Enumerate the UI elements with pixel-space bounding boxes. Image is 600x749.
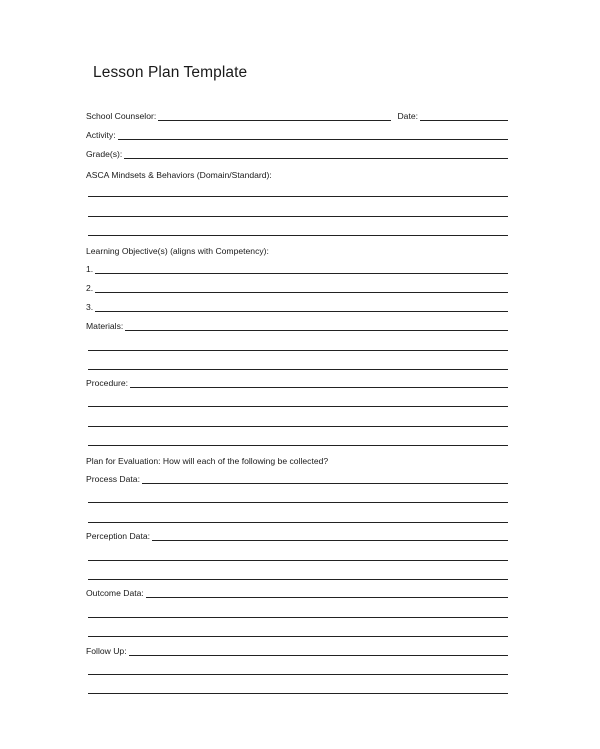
objective-1-label: 1. [86,264,94,274]
process-data-field[interactable] [142,483,508,484]
date-label: Date: [397,111,418,121]
perception-data-line-2[interactable] [88,560,508,561]
objective-3-label: 3. [86,302,94,312]
activity-row [86,128,508,142]
perception-data-field[interactable] [152,540,508,541]
objective-3-field[interactable] [95,311,508,312]
page-title: Lesson Plan Template [93,64,248,81]
asca-line-1[interactable] [88,196,508,197]
process-data-label: Process Data: [86,474,140,484]
grades-row [86,147,508,161]
follow-up-row [86,644,508,658]
outcome-data-field[interactable] [146,597,508,598]
learning-objectives-heading: Learning Objective(s) (aligns with Competency): [86,246,269,256]
objective-2-field[interactable] [95,292,508,293]
grades-label: Grade(s): [86,149,123,159]
procedure-field[interactable] [130,387,508,388]
materials-label: Materials: [86,321,124,331]
process-data-row [86,472,508,486]
follow-up-label: Follow Up: [86,646,127,656]
activity-label: Activity: [86,130,116,140]
process-data-line-3[interactable] [88,522,508,523]
outcome-data-row [86,586,508,600]
objective-1-row [86,262,508,276]
perception-data-line-3[interactable] [88,579,508,580]
objective-2-label: 2. [86,283,94,293]
school-counselor-label: School Counselor: [86,111,157,121]
follow-up-line-3[interactable] [88,693,508,694]
materials-line-3[interactable] [88,369,508,370]
objective-1-field[interactable] [95,273,508,274]
outcome-data-line-2[interactable] [88,617,508,618]
procedure-line-2[interactable] [88,406,508,407]
procedure-line-3[interactable] [88,426,508,427]
materials-row [86,319,508,333]
materials-line-2[interactable] [88,350,508,351]
plan-for-evaluation-heading: Plan for Evaluation: How will each of the following be collected? [86,456,329,466]
asca-line-3[interactable] [88,235,508,236]
asca-heading: ASCA Mindsets & Behaviors (Domain/Standard): [86,170,272,180]
follow-up-field[interactable] [129,655,508,656]
procedure-label: Procedure: [86,378,129,388]
asca-line-2[interactable] [88,216,508,217]
process-data-line-2[interactable] [88,502,508,503]
materials-field[interactable] [125,330,508,331]
procedure-row [86,376,508,390]
outcome-data-line-3[interactable] [88,636,508,637]
grades-field[interactable] [124,158,508,159]
outcome-data-label: Outcome Data: [86,588,144,598]
procedure-line-4[interactable] [88,445,508,446]
school-counselor-field[interactable] [158,120,391,121]
objective-3-row [86,300,508,314]
objective-2-row [86,281,508,295]
perception-data-row [86,529,508,543]
date-field[interactable] [420,120,508,121]
follow-up-line-2[interactable] [88,674,508,675]
activity-field[interactable] [118,139,508,140]
school-counselor-row [86,109,508,123]
perception-data-label: Perception Data: [86,531,151,541]
